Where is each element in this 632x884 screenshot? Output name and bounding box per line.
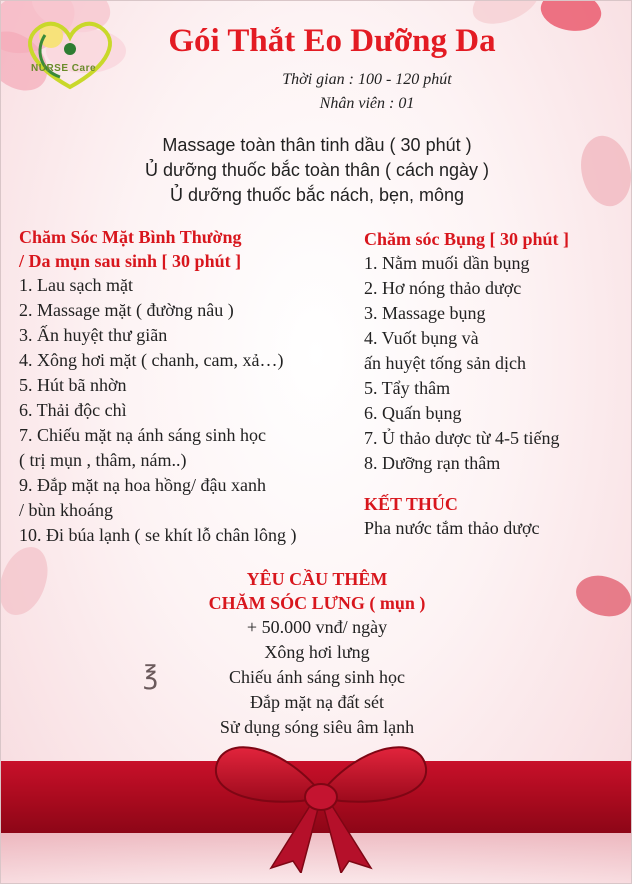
staff-count-text: Nhân viên : 01 [319, 95, 415, 112]
face-care-heading-sub: / Da mụn sau sinh [ 30 phút ] [19, 251, 242, 271]
back-care-heading: CHĂM SÓC LƯNG ( mụn ) [208, 593, 426, 613]
intro-line: Ủ dưỡng thuốc bắc toàn thân ( cách ngày ) [144, 160, 490, 180]
extra-request-section [1, 567, 632, 740]
intro-line: Massage toàn thân tinh dầu ( 30 phút ) [162, 135, 472, 155]
intro-services [1, 133, 632, 208]
face-care-section [19, 225, 364, 548]
swirl-ornament-icon: ℥ [143, 661, 159, 691]
list-item: 3. Ấn huyệt thư giãn [19, 325, 168, 345]
ending-heading: KẾT THÚC [364, 494, 458, 514]
list-item: 7. Chiếu mặt nạ ánh sáng sinh học [19, 425, 266, 445]
logo-text: NURSE Care [31, 63, 97, 74]
list-item: 7. Ủ thảo dược từ 4-5 tiếng [364, 428, 560, 448]
face-care-heading: Chăm Sóc Mặt Bình Thường [19, 227, 242, 247]
belly-care-section [364, 227, 624, 541]
list-item: / bùn khoáng [19, 500, 113, 520]
ending-text: Pha nước tắm thảo dược [364, 518, 540, 538]
list-item: ( trị mụn , thâm, nám..) [19, 450, 187, 470]
extra-item: Đắp mặt nạ đất sét [250, 692, 384, 712]
duration-text: Thời gian : 100 - 120 phút [282, 71, 452, 88]
list-item: 4. Vuốt bụng và [364, 328, 479, 348]
page-title: Gói Thắt Eo Dưỡng Da [168, 23, 496, 59]
list-item: 5. Hút bã nhờn [19, 375, 127, 395]
extra-item: + 50.000 vnđ/ ngày [246, 617, 388, 637]
list-item: ấn huyệt tống sản dịch [364, 353, 526, 373]
list-item: 5. Tẩy thâm [364, 378, 451, 398]
extra-item: Sử dụng sóng siêu âm lạnh [219, 717, 415, 737]
extra-item: Chiếu ánh sáng sinh học [229, 667, 405, 687]
intro-line: Ủ dưỡng thuốc bắc nách, bẹn, mông [169, 185, 465, 205]
belly-care-heading: Chăm sóc Bụng [ 30 phút ] [364, 229, 570, 249]
extra-item: Xông hơi lưng [264, 642, 370, 662]
list-item: 2. Massage mặt ( đường nâu ) [19, 300, 234, 320]
list-item: 4. Xông hơi mặt ( chanh, cam, xả…) [19, 350, 284, 370]
gift-bow-icon [201, 723, 441, 873]
list-item: 8. Dưỡng rạn thâm [364, 453, 501, 473]
list-item: 9. Đắp mặt nạ hoa hồng/ đậu xanh [19, 475, 266, 495]
list-item: 2. Hơ nóng thảo dược [364, 278, 522, 298]
list-item: 1. Nằm muối dần bụng [364, 253, 530, 273]
list-item: 10. Đi búa lạnh ( se khít lỗ chân lông ) [19, 525, 297, 545]
extra-heading: YÊU CẦU THÊM [246, 569, 388, 589]
list-item: 1. Lau sạch mặt [19, 275, 133, 295]
list-item: 6. Thải độc chì [19, 400, 127, 420]
list-item: 3. Massage bụng [364, 303, 486, 323]
list-item: 6. Quấn bụng [364, 403, 462, 423]
